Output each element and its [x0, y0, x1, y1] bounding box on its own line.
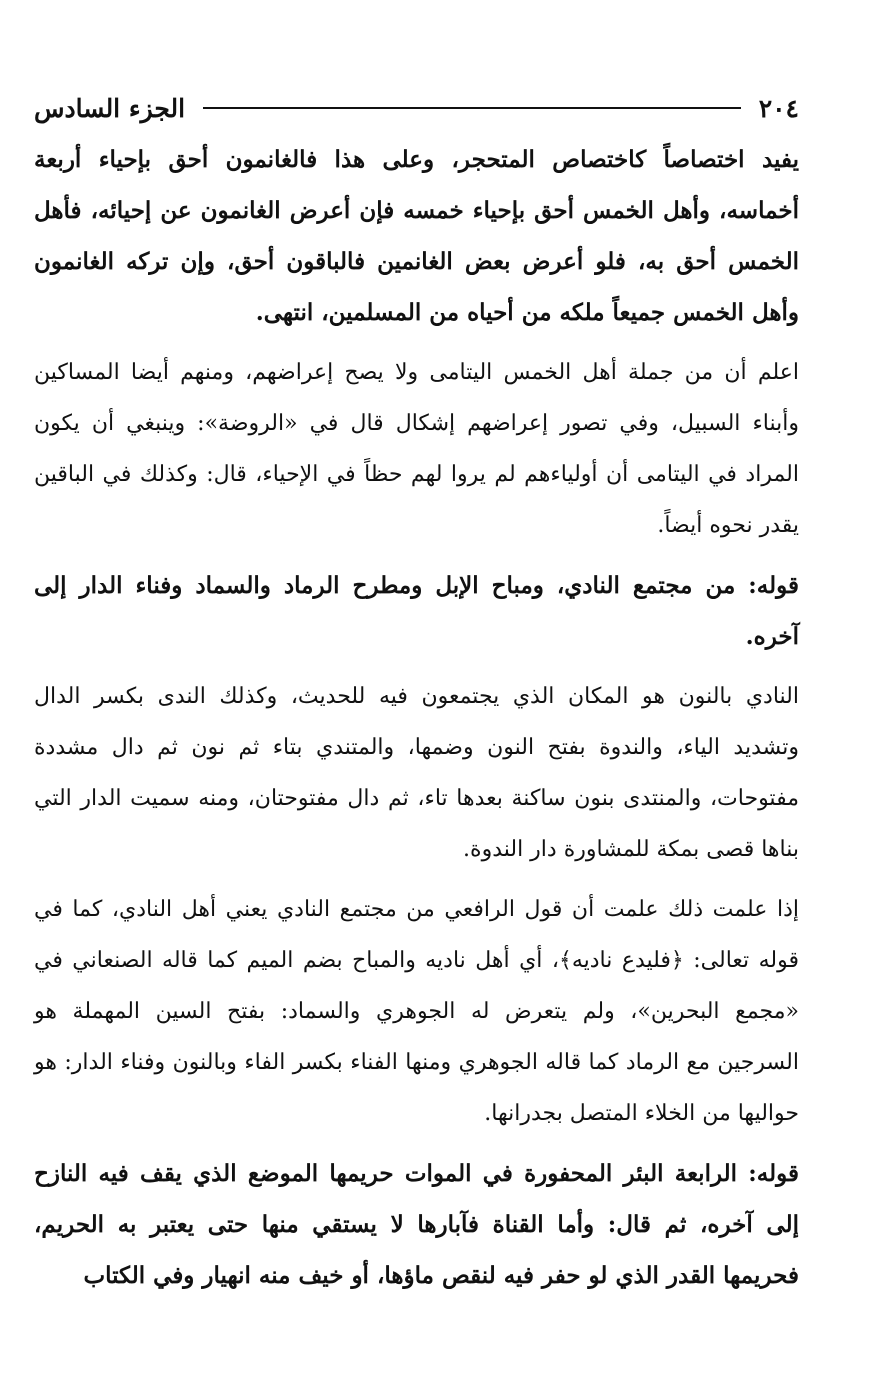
running-title: الجزء السادس [34, 93, 186, 123]
paragraph-quote-heading: قوله: من مجتمع النادي، ومباح الإبل ومطرح الرماد والسماد وفناء الدار إلى آخره. [34, 572, 799, 650]
header-rule [203, 107, 741, 109]
page-number: ٢٠٤ [758, 93, 799, 123]
running-header [34, 88, 799, 128]
paragraph-commentary: إذا علمت ذلك علمت أن قول الرافعي من مجتمع النادي يعني أهل النادي، كما في قوله تعالى: ﴿فليدع ناديه﴾، أي أهل ناديه والمباح بضم الميم كما قاله الصنعاني في «مجمع البحرين»، ولم يتعرض له الجوهري والسماد: بفتح السين المهملة هو السرجين مع الرماد كما قاله الجوهري ومنها الفناء بكسر الفاء وبالنون وفناء الدار: هو حواليها من الخلاء المتصل بجدرانها. [34, 897, 799, 1126]
paragraph-commentary: النادي بالنون هو المكان الذي يجتمعون فيه للحديث، وكذلك الندى بكسر الدال وتشديد الياء، والندوة بفتح النون وضمها، والمتندي بتاء ثم نون ثم دال مشددة مفتوحات، والمنتدى بنون ساكنة بعدها تاء، ثم دال مفتوحتان، ومنه سميت الدار التي بناها قصى بمكة للمشاورة دار الندوة. [34, 684, 799, 862]
paragraph-quote-heading: قوله: الرابعة البئر المحفورة في الموات حريمها الموضع الذي يقف فيه النازح إلى آخره، ثم قال: وأما القناة فآبارها لا يستقي منها حتى يعتبر به الحريم، فحريمها القدر الذي لو حفر فيه لنقص ماؤها، أو خيف منه انهيار وفي الكتاب [34, 1160, 799, 1289]
paragraph-quote-continuation: يفيد اختصاصاً كاختصاص المتحجر، وعلى هذا فالغانمون أحق بإحياء أربعة أخماسه، وأهل الخمس أحق بإحياء خمسه فإن أعرض الغانمون عن إحيائه، فأهل الخمس أحق به، فلو أعرض بعض الغانمين فالباقون أحق، وإن تركه الغانمون وأهل الخمس جميعاً ملكه من أحياه من المسلمين، انتهى. [34, 146, 799, 326]
paragraph-commentary: اعلم أن من جملة أهل الخمس اليتامى ولا يصح إعراضهم، ومنهم أيضا المساكين وأبناء السبيل، وفي تصور إعراضهم إشكال قال في «الروضة»: وينبغي أن يكون المراد في اليتامى أن أولياءهم لم يروا لهم حظاً في الإحياء، قال: وكذلك في الباقين يقدر نحوه أيضاً. [34, 360, 800, 538]
